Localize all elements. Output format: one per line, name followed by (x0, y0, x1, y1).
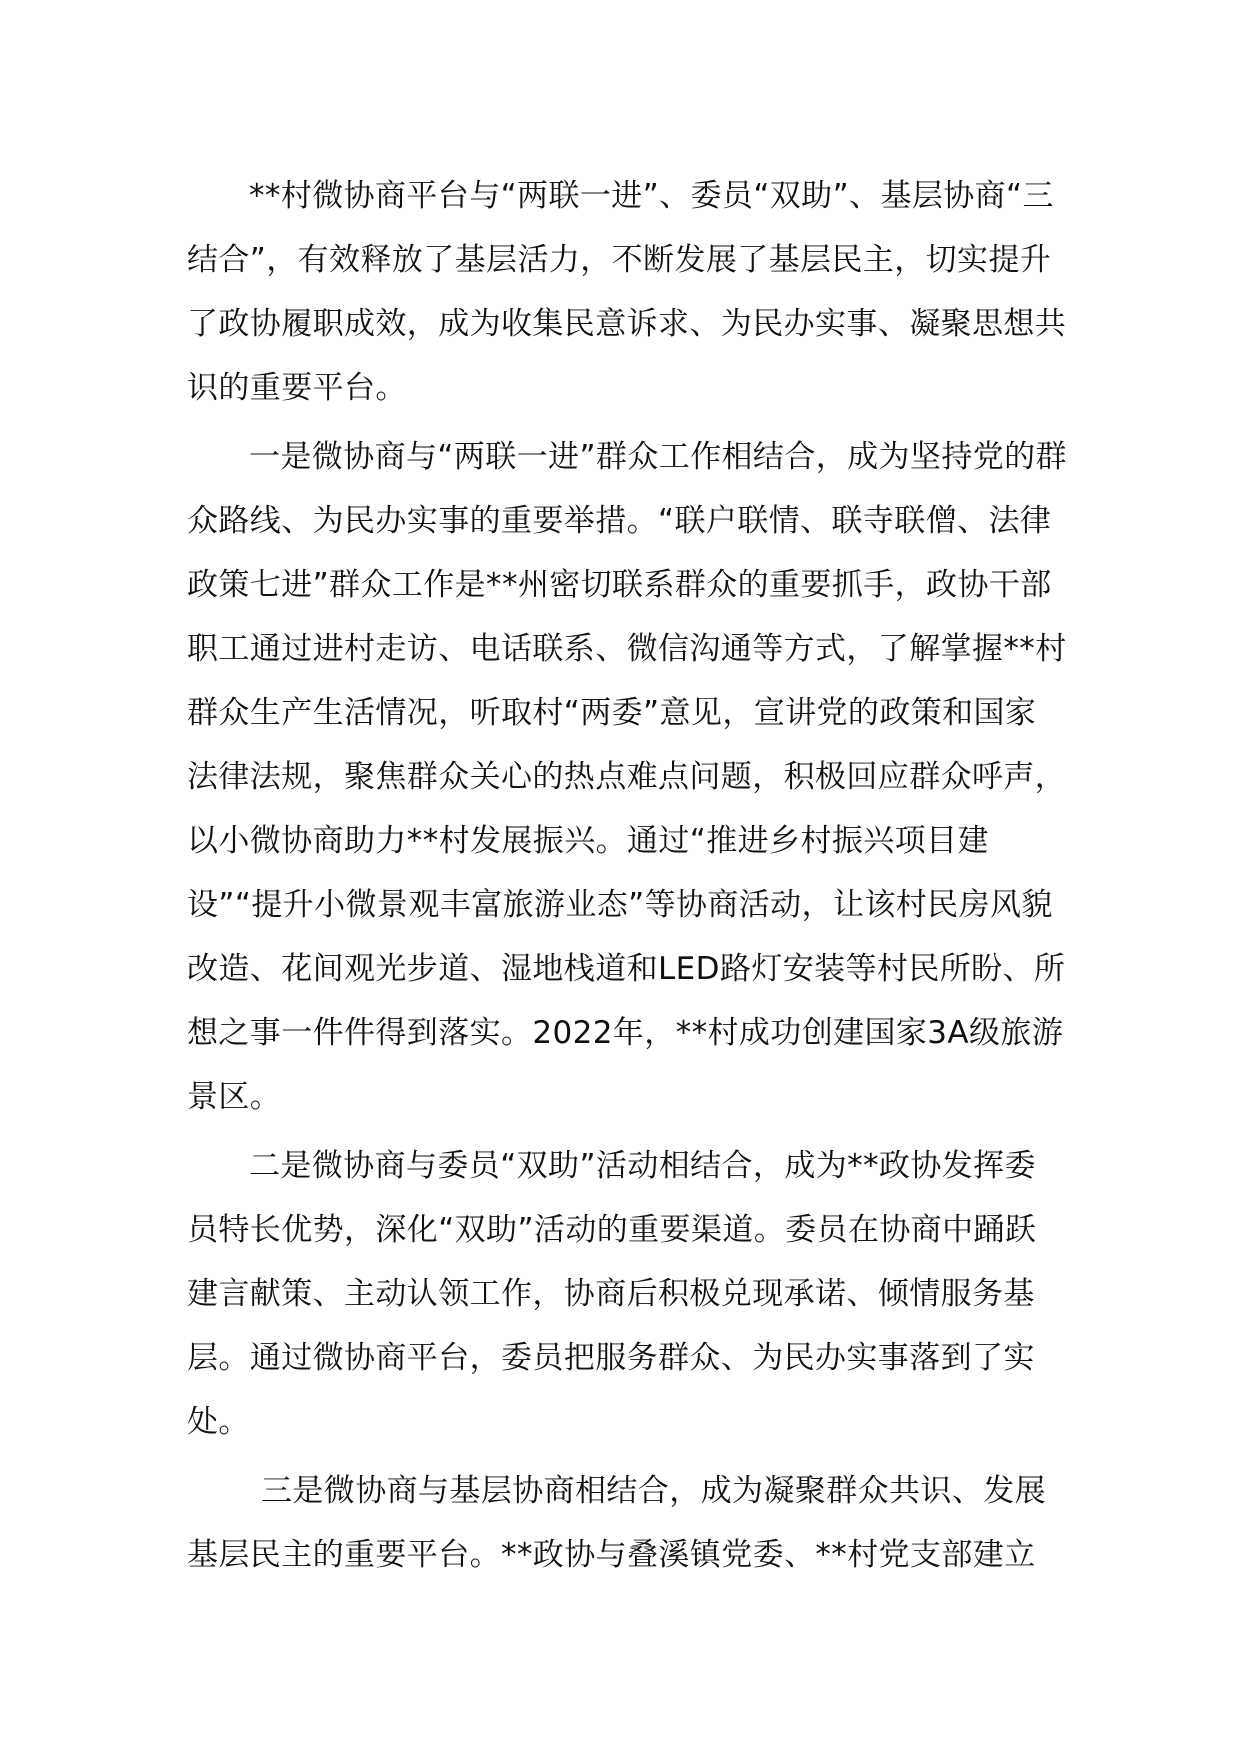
paragraph-point-two: 二是微协商与委员“双助”活动相结合，成为**政协发挥委员特长优势，深化“双助”活动的重要渠道。委员在协商中踊跃建言献策、主动认领工作，协商后积极兑现承诺、倾情服务基层。通过微协商平台，委员把服务群众、为民办实事落到了实处。 (187, 1148, 1037, 1440)
paragraph-point-three: 三是微协商与基层协商相结合，成为凝聚群众共识、发展基层民主的重要平台。**政协与叠溪镇党委、**村党支部建立 (187, 1473, 1046, 1573)
paragraph-point-one: 一是微协商与“两联一进”群众工作相结合，成为坚持党的群众路线、为民办实事的重要举措。“联户联情、联寺联僧、法律政策七进”群众工作是**州密切联系群众的重要抓手，政协干部职工通过进村走访、电话联系、微信沟通等方式，了解掌握**村群众生产生活情况，听取村“两委”意见，宣讲党的政策和国家法律法规，聚焦群众关心的热点难点问题，积极回应群众呼声，以小微协商助力**村发展振兴。通过“推进乡村振兴项目建设”“提升小微景观丰富旅游业态”等协商活动，让该村民房风貌改造、花间观光步道、湿地栈道和LED路灯安装等村民所盼、所想之事一件件得到落实。2022年，**村成功创建国家3A级旅游景区。 (187, 439, 1067, 1115)
paragraph-intro: **村微协商平台与“两联一进”、委员“双助”、基层协商“三结合”，有效释放了基层活力，不断发展了基层民主，切实提升了政协履职成效，成为收集民意诉求、为民办实事、凝聚思想共识的重要平台。 (187, 178, 1067, 406)
document-body (187, 164, 1067, 1592)
